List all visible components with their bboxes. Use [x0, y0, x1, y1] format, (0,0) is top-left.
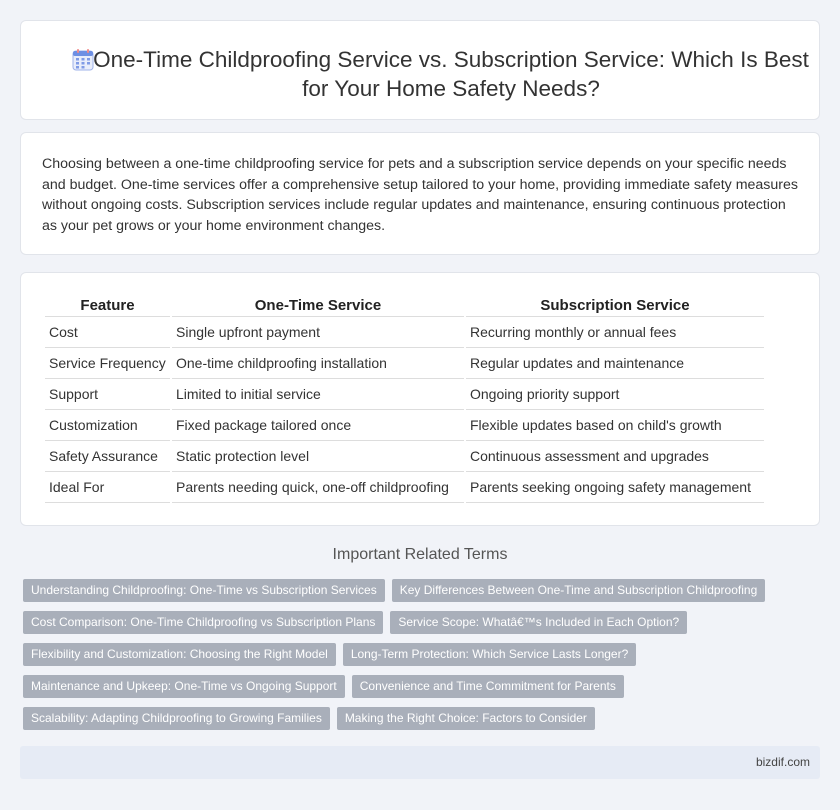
- intro-paragraph: Choosing between a one-time childproofing service for pets and a subscription service depends on your specific needs and budget. One-time services offer a comprehensive setup tailored to your home, providing immediate safety measures without ongoing costs. Subscription services include regular updates and maintenance, ensuring continuous protection as your pet grows or your home environment changes.: [42, 156, 799, 234]
- header-subscription: Subscription Service: [466, 295, 764, 317]
- related-term-tag[interactable]: Scalability: Adapting Childproofing to Growing Families: [23, 707, 330, 730]
- table-row: [45, 410, 764, 441]
- table-row: [45, 441, 764, 472]
- comparison-card: [20, 272, 820, 526]
- cell-one-time: Static protection level: [172, 441, 464, 472]
- table-row: [45, 348, 764, 379]
- header-one-time: One-Time Service: [172, 295, 464, 317]
- related-term-tag[interactable]: Cost Comparison: One-Time Childproofing vs Subscription Plans: [23, 611, 383, 634]
- cell-feature: Cost: [45, 317, 170, 348]
- related-term-tag[interactable]: Making the Right Choice: Factors to Consider: [337, 707, 595, 730]
- related-terms-heading: Important Related Terms: [332, 546, 508, 563]
- cell-feature: Ideal For: [45, 472, 170, 503]
- cell-one-time: Limited to initial service: [172, 379, 464, 410]
- table-row: [45, 379, 764, 410]
- table-header-row: [45, 295, 764, 317]
- footer-site-name[interactable]: bizdif.com: [755, 755, 810, 769]
- related-term-tag[interactable]: Key Differences Between One-Time and Subscription Childproofing: [392, 579, 766, 602]
- cell-feature: Safety Assurance: [45, 441, 170, 472]
- related-term-tag[interactable]: Flexibility and Customization: Choosing the Right Model: [23, 643, 336, 666]
- related-term-tag[interactable]: Maintenance and Upkeep: One-Time vs Ongoing Support: [23, 675, 345, 698]
- table-row: [45, 317, 764, 348]
- footer-bar: [20, 746, 820, 779]
- cell-feature: Support: [45, 379, 170, 410]
- cell-subscription: Ongoing priority support: [466, 379, 764, 410]
- related-term-tag[interactable]: Convenience and Time Commitment for Parents: [352, 675, 624, 698]
- cell-subscription: Regular updates and maintenance: [466, 348, 764, 379]
- cell-one-time: Fixed package tailored once: [172, 410, 464, 441]
- intro-card: [20, 132, 820, 255]
- cell-feature: Customization: [45, 410, 170, 441]
- cell-subscription: Recurring monthly or annual fees: [466, 317, 764, 348]
- cell-one-time: Parents needing quick, one-off childproofing: [172, 472, 464, 503]
- cell-subscription: Flexible updates based on child's growth: [466, 410, 764, 441]
- comparison-table: [43, 295, 766, 503]
- cell-feature: Service Frequency: [45, 348, 170, 379]
- related-term-tag[interactable]: Service Scope: Whatâ€™s Included in Each Option?: [390, 611, 687, 634]
- related-terms-list: [23, 579, 803, 730]
- header-feature: Feature: [45, 295, 170, 317]
- cell-subscription: Continuous assessment and upgrades: [466, 441, 764, 472]
- table-row: [45, 472, 764, 503]
- page-title: One-Time Childproofing Service vs. Subscription Service: Which Is Best for Your Home Safety Needs?: [93, 47, 809, 101]
- cell-one-time: Single upfront payment: [172, 317, 464, 348]
- related-term-tag[interactable]: Understanding Childproofing: One-Time vs Subscription Services: [23, 579, 385, 602]
- cell-one-time: One-time childproofing installation: [172, 348, 464, 379]
- related-term-tag[interactable]: Long-Term Protection: Which Service Lasts Longer?: [343, 643, 636, 666]
- title-card: [20, 20, 820, 120]
- cell-subscription: Parents seeking ongoing safety management: [466, 472, 764, 503]
